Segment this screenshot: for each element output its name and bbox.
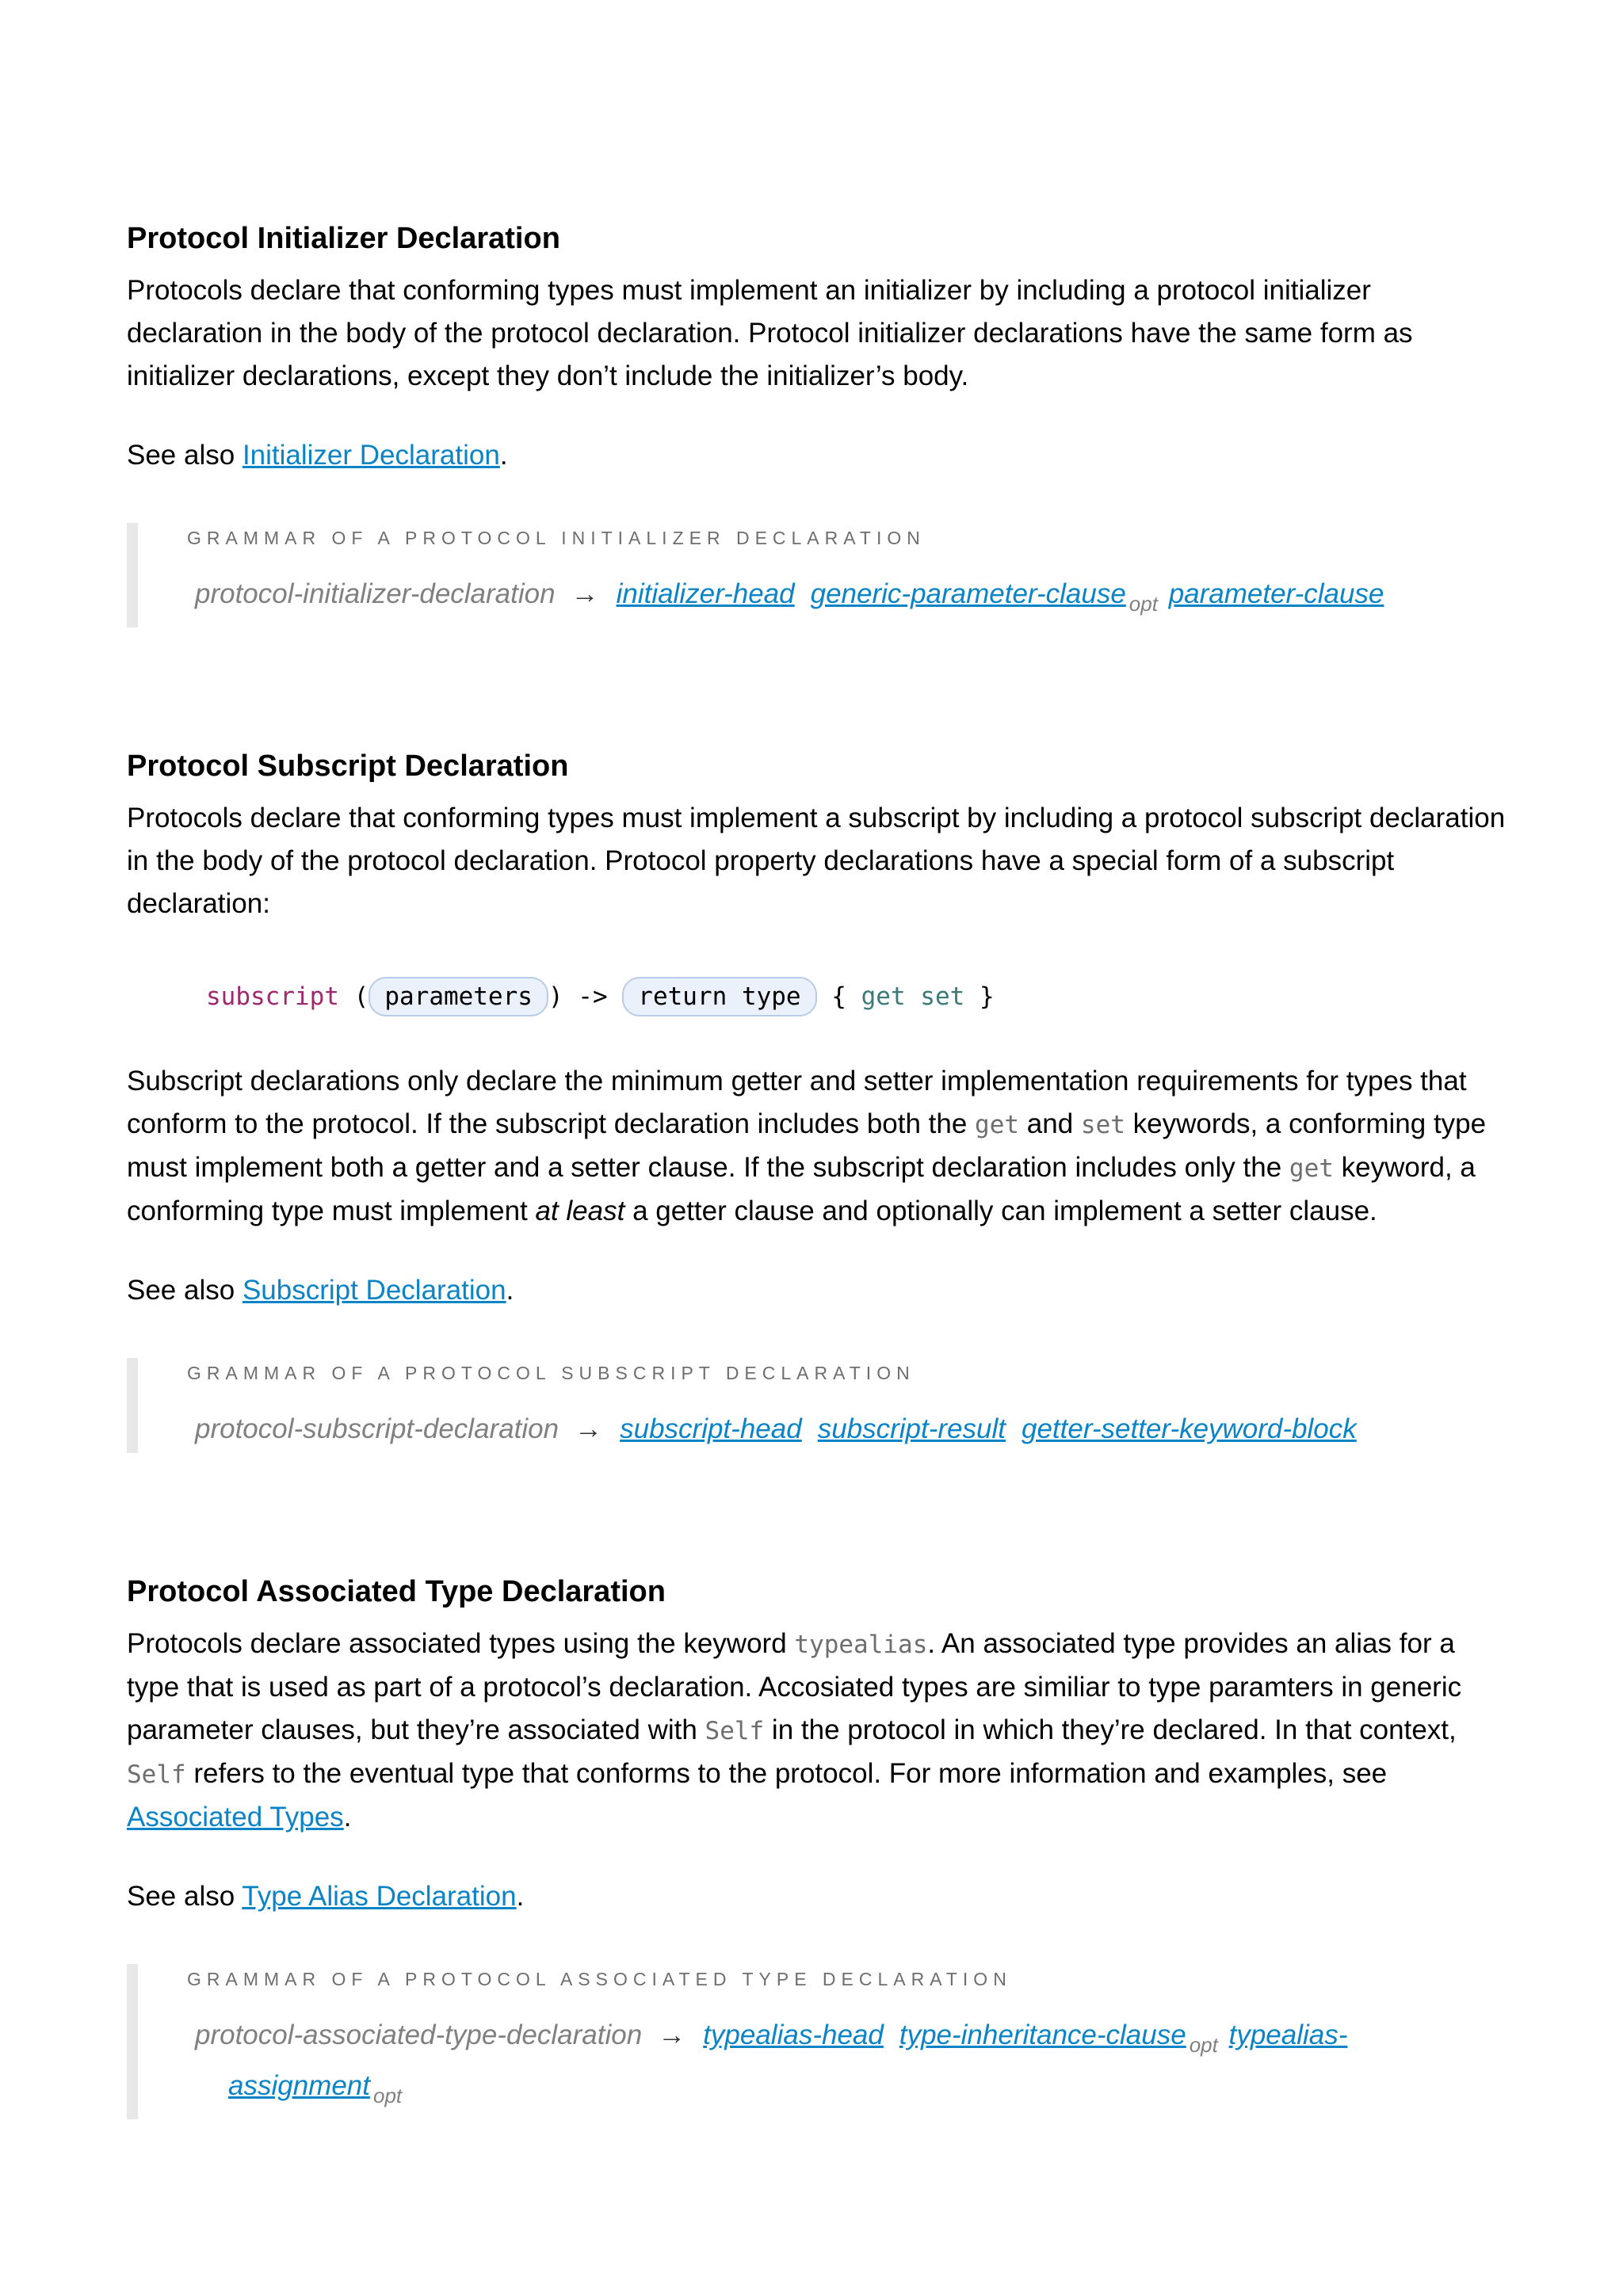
grammar-title: GRAMMAR OF A PROTOCOL INITIALIZER DECLARATION <box>187 528 926 548</box>
production-lhs: protocol-subscript-declaration <box>195 1413 559 1444</box>
arrow-icon: → <box>575 1413 603 1444</box>
body-paragraph: Protocols declare that conforming types must implement an initializer by including a protocol initializer declaration in the body of the protocol declaration. Protocol initializer declarations have the same form as initializer declarations, except they don’t include the initializer’s body. <box>127 275 1413 391</box>
opt-marker: opt <box>1128 592 1158 616</box>
section-heading: Protocol Initializer Declaration <box>127 222 560 255</box>
link-subscript-declaration[interactable]: Subscript Declaration <box>242 1275 506 1306</box>
grammar-title: GRAMMAR OF A PROTOCOL ASSOCIATED TYPE DECLARATION <box>187 1969 1012 1989</box>
link-initializer-head[interactable]: initializer-head <box>616 578 795 609</box>
see-also: See also Subscript Declaration. <box>127 1275 514 1306</box>
link-subscript-result[interactable]: subscript-result <box>817 1413 1006 1444</box>
opt-marker: opt <box>372 2084 403 2107</box>
grammar-block <box>127 1964 1506 2119</box>
code-block: subscript ( parameters ) -> return type { get set } <box>206 973 1506 1020</box>
body-paragraph: Protocols declare associated types using the keyword typealias. An associated type provides an alias for a type that is used as part of a protocol’s declaration. Accosiated types are similiar to type paramters in generic parameter clauses, but they’re associated with Self in the protocol in which they’re declared. In that context, Self refers to the eventual type that conforms to the protocol. For more information and examples, see Associated Types. <box>127 1628 1462 1833</box>
link-typealias-assignment-cont[interactable]: assignment <box>228 2070 370 2101</box>
opt-marker: opt <box>1189 2033 1218 2057</box>
keyword-get: get <box>861 982 906 1011</box>
link-subscript-head[interactable]: subscript-head <box>620 1413 802 1444</box>
body-paragraph: Subscript declarations only declare the minimum getter and setter implementation requirements for types that conform to the protocol. If the subscript declaration includes both the get and set keywords, a conforming type must implement both a getter and a setter clause. If the subscript declaration includes only the get keyword, a conforming type must implement at least a getter clause and optionally can implement a setter clause. <box>127 1066 1487 1226</box>
arrow-icon: → <box>571 578 599 609</box>
section-heading: Protocol Associated Type Declaration <box>127 1575 666 1608</box>
inline-code: get <box>1289 1154 1334 1183</box>
inline-code: get <box>975 1111 1020 1139</box>
inline-code: Self <box>705 1717 765 1745</box>
link-typealias-assignment[interactable]: typealias- <box>1228 2019 1348 2050</box>
see-also: See also Type Alias Declaration. <box>127 1881 525 1912</box>
production-continuation <box>195 2065 1506 2116</box>
grammar-production <box>179 574 1506 624</box>
link-parameter-clause[interactable]: parameter-clause <box>1168 578 1384 609</box>
link-typealias-head[interactable]: typealias-head <box>703 2019 884 2050</box>
arrow-icon: → <box>658 2019 686 2050</box>
inline-code: set <box>1080 1111 1125 1139</box>
placeholder-parameters: parameters <box>369 977 548 1016</box>
section-heading: Protocol Subscript Declaration <box>127 749 569 783</box>
section-protocol-associated-type <box>127 1572 1506 2119</box>
link-type-inheritance-clause[interactable]: type-inheritance-clause <box>899 2019 1186 2050</box>
placeholder-return-type: return type <box>622 977 816 1016</box>
grammar-block <box>127 523 1506 627</box>
section-protocol-initializer <box>127 219 1506 627</box>
keyword-subscript: subscript <box>206 982 339 1011</box>
link-initializer-declaration[interactable]: Initializer Declaration <box>242 440 500 471</box>
document-page <box>127 219 1506 2119</box>
grammar-title: GRAMMAR OF A PROTOCOL SUBSCRIPT DECLARATION <box>187 1363 915 1383</box>
section-protocol-subscript <box>127 746 1506 1453</box>
production-lhs: protocol-initializer-declaration <box>195 578 556 609</box>
link-associated-types[interactable]: Associated Types <box>127 1802 344 1833</box>
link-getter-setter-keyword-block[interactable]: getter-setter-keyword-block <box>1021 1413 1357 1444</box>
link-type-alias-declaration[interactable]: Type Alias Declaration <box>242 1881 517 1912</box>
grammar-production <box>179 2015 1506 2116</box>
production-lhs: protocol-associated-type-declaration <box>195 2019 643 2050</box>
inline-code: Self <box>127 1760 186 1789</box>
grammar-production <box>179 1409 1506 1450</box>
see-also: See also Initializer Declaration. <box>127 440 508 471</box>
keyword-set: set <box>920 982 965 1011</box>
inline-code: typealias <box>794 1630 928 1659</box>
emphasis: at least <box>535 1196 625 1226</box>
body-paragraph: Protocols declare that conforming types must implement a subscript by including a protocol subscript declaration in the body of the protocol declaration. Protocol property declarations have a special form of a subscript declaration: <box>127 803 1506 919</box>
grammar-block <box>127 1358 1506 1453</box>
link-generic-parameter-clause[interactable]: generic-parameter-clause <box>810 578 1126 609</box>
